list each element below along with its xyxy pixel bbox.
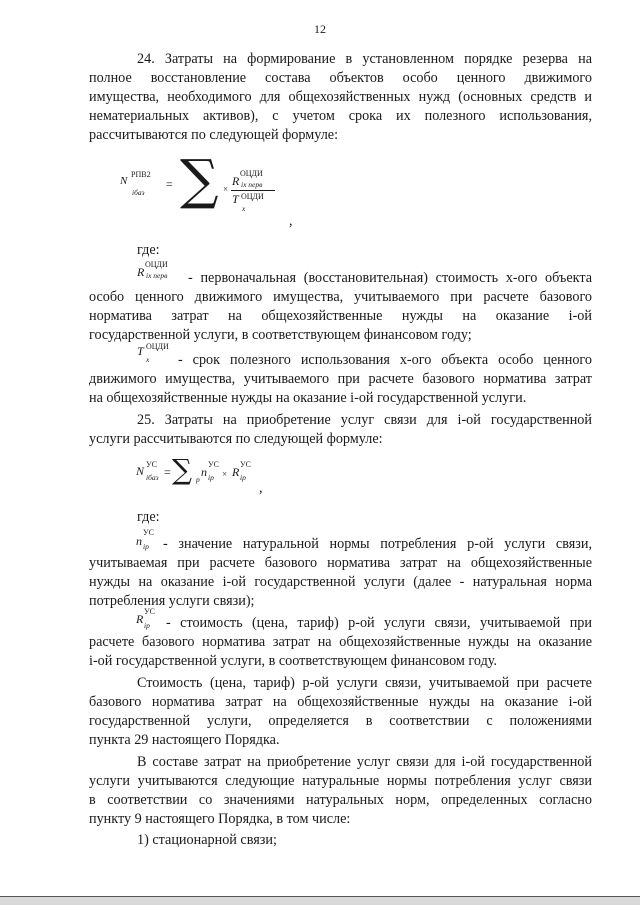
def-n-line-1: - значение натуральной нормы потребления р-ой услуги связи, [163,536,592,552]
formula2-sum-sub: p [196,475,200,484]
def-r2-line-2: расчете базового норматива затрат на общехозяйственные нужды на оказание [89,634,592,650]
formula1-lhs: N [120,175,128,187]
formula2-n-sub: ip [208,473,214,482]
def-r2-line-3: i-ой государственной услуги, в соответствующем финансовом году. [89,653,498,669]
def-n-line-4: потребления услуги связи); [89,593,255,609]
def-t-symbol-sup: ОЦДИ [146,342,169,351]
p-sostav-line-3: в соответствии со значениями натуральных норм, определенных согласно [89,792,592,808]
def-r2-symbol: R [136,612,144,626]
p-cost-line-1: Стоимость (цена, тариф) р-ой услуги связи, учитываемой при расчете [137,675,592,691]
def-n-line-3: нужды на оказание i-ой государственной услуги (далее - натуральная норма [89,574,592,590]
p24-line-4: нематериальных активов), с учетом срока их полезного использования, [89,108,592,124]
scan-edge-shadow [0,897,640,905]
def-n-symbol-sub: ip [143,542,149,551]
formula1-den: T [232,192,239,206]
sigma-icon: ∑ [180,148,219,211]
formula2-lhs-sub: iбаз [146,473,159,482]
sigma-icon: ∑ [172,453,192,486]
p24-line-2: полное восстановление состава объектов особо ценного движимого [89,70,592,86]
def-t-symbol: T [137,344,144,358]
formula2-comma: , [259,480,263,496]
p-cost-line-4: пункта 29 настоящего Порядка. [89,732,280,748]
def-t-symbol-sub: х [146,355,150,364]
page-number: 12 [314,22,326,36]
p-cost-line-3: государственной услуги, определяется в соответствии с положениями [89,713,592,729]
def-r-line-2: особо ценного движимого имущества, учитываемого при расчете базового [89,289,592,305]
list-item: 1) стационарной связи; [137,832,277,848]
formula2-n-sup: УС [208,460,219,469]
def-r2-symbol-sub: ip [144,621,150,630]
def-r-line-3: норматива затрат на общехозяйственные нужды на оказание i-ой [89,308,592,324]
formula2-r: R [232,465,240,479]
def-t-line-2: движимого имущества, учитываемого при расчете базового норматива затрат [89,371,592,387]
formula2-eq: = [164,465,171,479]
p24-line-1: 24. Затраты на формирование в установленном порядке резерва на [137,51,592,67]
def-n-symbol: n [136,534,142,548]
formula2-r-sub: ip [240,473,246,482]
p-sostav-line-1: В составе затрат на приобретение услуг связи для i-ой государственной [137,754,592,770]
formula1-num: R [232,174,240,188]
def-t-line-3: на общехозяйственные нужды на оказание i-ой государственной услуги. [89,390,527,406]
formula1-comma: , [289,213,293,229]
p25-line-2: услуги рассчитываются по следующей формуле: [89,431,383,447]
gde-label-1: где: [137,242,160,258]
p24-line-5: рассчитываются по следующей формуле: [89,127,339,143]
def-n-symbol-sup: УС [143,528,154,537]
formula1-times: × [223,184,229,194]
def-r-symbol-sub: iх перв [146,271,168,280]
formula1-den-sub: х [242,204,246,213]
p-sostav-line-2: услуги учитываются следующие натуральные нормы потребления услуг связи [89,773,592,789]
def-t-line-1: - срок полезного использования х-ого объекта особо ценного [178,352,592,368]
formula1-lhs-sub: iбаз [132,188,145,197]
p25-line-1: 25. Затраты на приобретение услуг связи для i-ой государственной [137,412,592,428]
def-r-symbol: R [137,265,145,279]
def-n-line-2: учитываемая при расчете базового норматива затрат на общехозяйственные [89,555,592,571]
formula1-num-sup: ОЦДИ [240,169,263,178]
def-r-symbol-sup: ОЦДИ [145,260,168,269]
def-r-line-1: - первоначальная (восстановительная) стоимость х-ого объекта [188,270,592,286]
formula2-lhs: N [136,464,145,478]
formula2-n: n [201,465,207,479]
def-r2-symbol-sup: УС [144,607,155,616]
formula1-num-sub: iх перв [241,180,263,189]
gde-label-2: где: [137,509,160,525]
def-r-line-4: государственной услуги, в соответствующем финансовом году; [89,327,472,343]
formula2-r-sup: УС [240,460,251,469]
def-r2-line-1: - стоимость (цена, тариф) р-ой услуги связи, учитываемой при [166,615,592,631]
formula2-times: × [222,469,228,479]
formula2-lhs-sup: УС [146,460,157,469]
p24-line-3: имущества, необходимого для общехозяйственных нужд (основных средств и [89,89,592,105]
p-sostav-line-4: пункту 9 настоящего Порядка, в том числе: [89,811,351,827]
p-cost-line-2: базового норматива затрат на общехозяйственные нужды на оказание i-ой [89,694,592,710]
formula1-den-sup: ОЦДИ [241,192,264,201]
formula1-eq: = [166,177,173,191]
formula1-lhs-sup: РПВ2 [131,170,151,179]
